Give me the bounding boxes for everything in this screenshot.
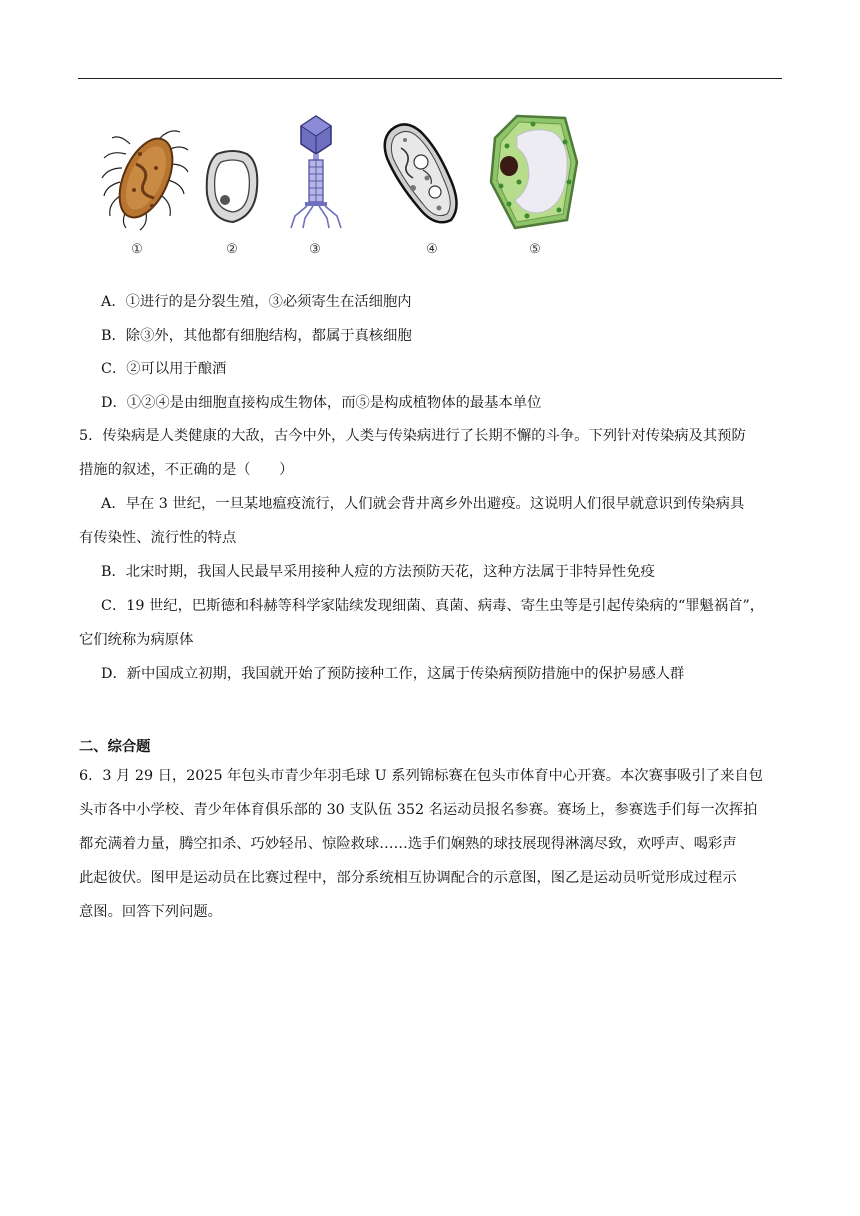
plant-cell-icon [487,112,579,232]
figure-label-2: ② [226,242,238,257]
q4-option-a: A．①进行的是分裂生殖，③必须寄生在活细胞内 [101,294,412,310]
q4-option-b: B．除③外，其他都有细胞结构，都属于真核细胞 [101,328,412,344]
q6-line-4: 此起彼伏。图甲是运动员在比赛过程中，部分系统相互协调配合的示意图，图乙是运动员听觉形成过程示 [79,870,737,886]
figure-label-1: ① [131,242,143,257]
q6-line-5: 意图。回答下列问题。 [79,904,222,920]
q5-option-b: B．北宋时期，我国人民最早采用接种人痘的方法预防天花，这种方法属于非特异性免疫 [101,564,655,580]
yeast-cell-icon [203,148,261,226]
figure-label-4: ④ [426,242,438,257]
q5-option-a-line-1: A．早在 3 世纪，一旦某地瘟疫流行，人们就会背井离乡外出避疫。这说明人们很早就意识到传染病具 [101,496,745,512]
q5-stem-line-2: 措施的叙述，不正确的是（ ） [79,462,294,478]
paramecium-icon [377,118,467,228]
bacterium-icon [100,124,190,232]
section-heading: 二、综合题 [79,739,151,755]
q5-option-c-line-2: 它们统称为病原体 [79,632,194,648]
q5-option-a-line-2: 有传染性、流行性的特点 [79,530,237,546]
q4-option-d: D．①②④是由细胞直接构成生物体，而⑤是构成植物体的最基本单位 [101,395,542,411]
bacteriophage-icon [285,112,347,230]
figure-label-3: ③ [309,242,321,257]
q4-option-c: C．②可以用于酿酒 [101,361,227,377]
q5-option-c-line-1: C．19 世纪，巴斯德和科赫等科学家陆续发现细菌、真菌、病毒、寄生虫等是引起传染病的“罪魁祸首”， [101,598,765,614]
q5-stem-line-1: 5．传染病是人类健康的大敌，古今中外，人类与传染病进行了长期不懈的斗争。下列针对传染病及其预防 [79,428,746,444]
q6-line-1: 6．3 月 29 日，2025 年包头市青少年羽毛球 U 系列锦标赛在包头市体育中心开赛。本次赛事吸引了来自包 [79,768,763,784]
q5-option-d: D．新中国成立初期，我国就开始了预防接种工作，这属于传染病预防措施中的保护易感人群 [101,666,685,682]
q6-line-2: 头市各中小学校、青少年体育俱乐部的 30 支队伍 352 名运动员报名参赛。赛场上，参赛选手们每一次挥拍 [79,802,758,818]
organism-figure [95,112,595,262]
header-rule [78,78,782,79]
figure-label-5: ⑤ [529,242,541,257]
q6-line-3: 都充满着力量，腾空扣杀、巧妙轻吊、惊险救球……选手们娴熟的球技展现得淋漓尽致，欢呼声、喝彩声 [79,836,737,852]
